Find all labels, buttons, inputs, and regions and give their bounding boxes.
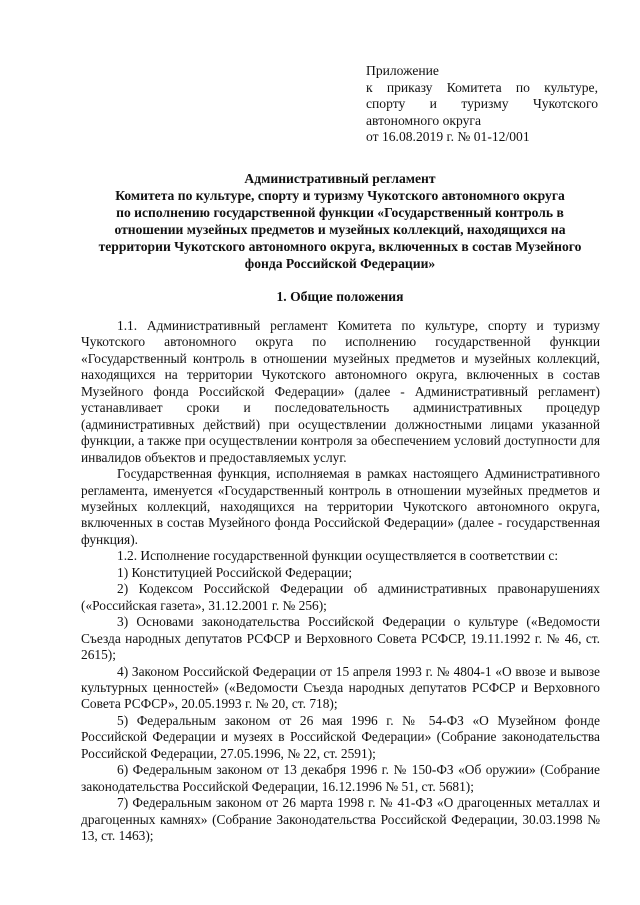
paragraph: 1.1. Административный регламент Комитета по культуре, спорту и туризму Чукотского автономного округа по исполнению государственной функции «Государственный контроль в отношении музейных предметов и музейных коллекций, находящихся на территории Чукотского автономного округа, включенных в состав Музейного фонда Российской Федерации» (далее - Административный регламент) устанавливает сроки и последовательность административных процедур (административных действий) при осуществлении должностными лицами указанной функции, а также при осуществлении контроля за обеспечением условий доступности для инвалидов объектов и предоставляемых услуг. <box>81 318 600 465</box>
appendix-line: от 16.08.2019 г. № 01-12/001 <box>366 129 530 144</box>
title-line: по исполнению государственной функции «Государственный контроль в <box>116 205 564 220</box>
list-item: 2) Кодексом Российской Федерации об административных правонарушениях («Российская газета», 31.12.2001 г. № 256); <box>81 581 600 613</box>
list-item: 7) Федеральным законом от 26 марта 1998 г. № 41-ФЗ «О драгоценных металлах и драгоценных камнях» (Собрание Законодательства Российской Федерации, 30.03.1998 № 13, ст. 1463); <box>81 795 600 844</box>
appendix-line: Приложение <box>366 63 439 78</box>
paragraph: 1.2. Исполнение государственной функции осуществляется в соответствии с: <box>117 548 559 564</box>
title-line: Комитета по культуре, спорту и туризму Чукотского автономного округа <box>115 188 565 203</box>
list-item: 5) Федеральным законом от 26 мая 1996 г. № 54-ФЗ «О Музейном фонде Российской Федерации и музеях в Российской Федерации» (Собрание законодательства Российской Федерации, 27.05.1996, № 22, ст. 2591); <box>81 712 600 761</box>
list-item: 6) Федеральным законом от 13 декабря 1996 г. № 150-ФЗ «Об оружии» (Собрание законодательства Российской Федерации, 16.12.1996 № 51, ст. 5681); <box>81 762 600 794</box>
section-heading: 1. Общие положения <box>276 289 404 304</box>
appendix-line: автономного округа <box>366 112 482 128</box>
title-line: отношении музейных предметов и музейных коллекций, находящихся на <box>114 222 566 237</box>
paragraph: Государственная функция, исполняемая в рамках настоящего Административного регламента, именуется «Государственный контроль в отношении музейных предметов и музейных коллекций, находящихся на территории Чукотского автономного округа, включенных в состав Музейного фонда Российской Федерации» (далее - государственная функция). <box>81 466 600 547</box>
list-item: 1) Конституцией Российской Федерации; <box>117 564 353 580</box>
appendix-line: спорту и туризму Чукотского <box>366 96 598 111</box>
document-title <box>80 170 600 272</box>
title-line: фонда Российской Федерации» <box>244 256 436 271</box>
title-line: Административный регламент <box>244 171 436 186</box>
appendix-line: к приказу Комитета по культуре, <box>366 79 598 95</box>
list-item: 4) Законом Российской Федерации от 15 апреля 1993 г. № 4804-1 «О ввозе и вывозе культурных ценностей» («Ведомости Съезда народных депутатов РСФСР и Верховного Совета РСФСР», 20.05.1993 г. № 20, ст. 718); <box>81 663 600 712</box>
document-body <box>81 318 600 845</box>
list-item: 3) Основами законодательства Российской Федерации о культуре («Ведомости Съезда народных депутатов РСФСР и Верховного Совета РСФСР, 19.11.1992 г. № 46, ст. 2615); <box>81 614 600 663</box>
title-line: территории Чукотского автономного округа, включенных в состав Музейного <box>98 239 582 254</box>
appendix-block <box>366 63 598 146</box>
